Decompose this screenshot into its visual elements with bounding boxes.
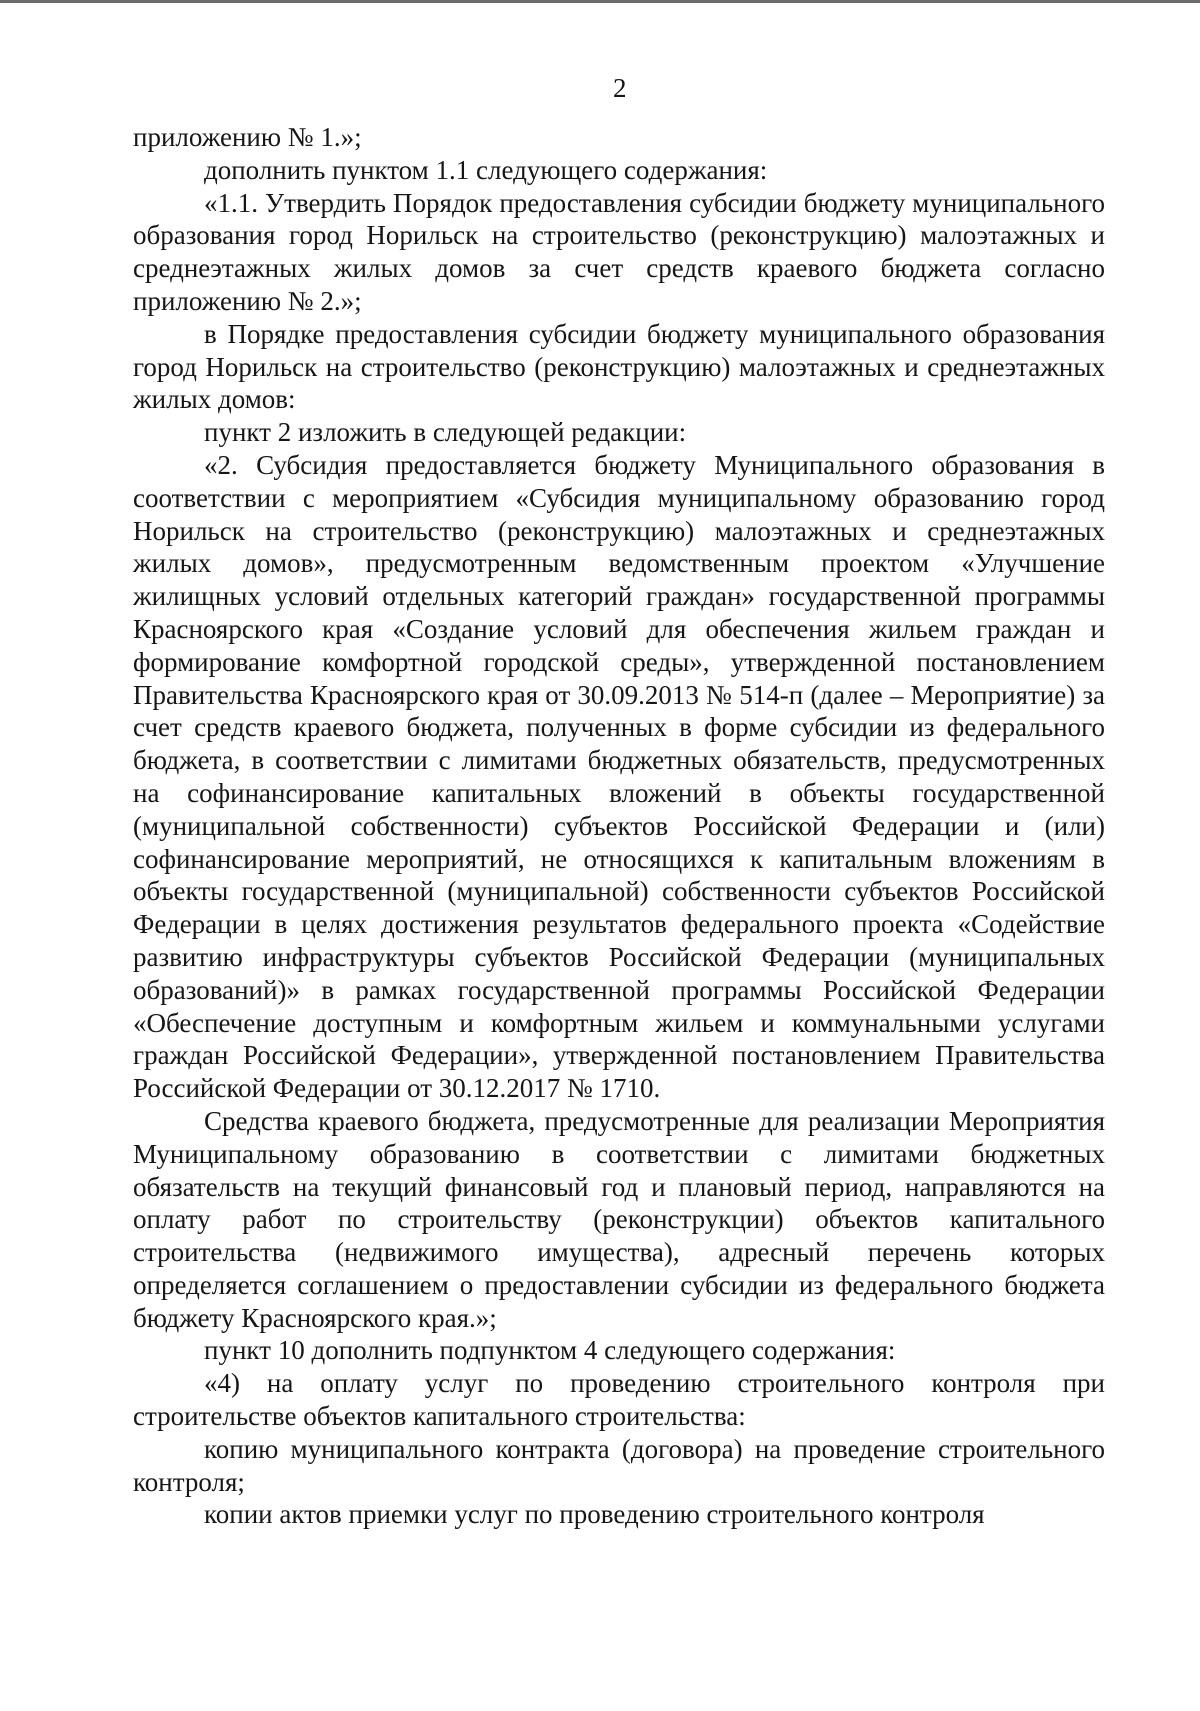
paragraph-regional-funds: Средства краевого бюджета, предусмотренные для реализации Мероприятия Муниципальному образованию в соответствии с лимитами бюджетных обязательств на текущий финансовый год и плановый период, направляются на оплату работ по строительству (реконструкции) объектов капитального строительства (недвижимого имущества), адресный перечень которых определяется соглашением о предоставлении субсидии из федерального бюджета бюджету Красноярского края.»; [133, 1105, 1105, 1333]
paragraph-contract-copy: копию муниципального контракта (договора) на проведение строительного контроля; [133, 1433, 1105, 1497]
paragraph-item-2-text: «2. Субсидия предоставляется бюджету Муниципального образования в соответствии с мероприятием «Субсидия муниципальному образованию город Норильск на строительство (реконструкцию) малоэтажных и среднеэтажных жилых домов», предусмотренным ведомственным проектом «Улучшение жилищных условий отдельных категорий граждан» государственной программы Красноярского края «Создание условий для обеспечения жильем граждан и формирование комфортной городской среды», утвержденной постановлением Правительства Красноярского края от 30.09.2013 № 514-п (далее – Мероприятие) за счет средств краевого бюджета, полученных в форме субсидии из федерального бюджета, в соответствии с лимитами бюджетных обязательств, предусмотренных на софинансирование капитальных вложений в объекты государственной (муниципальной собственности) субъектов Российской Федерации и (или) софинансирование мероприятий, не относящихся к капитальным вложениям в объекты государственной (муниципальной) собственности субъектов Российской Федерации в целях достижения результатов федерального проекта «Содействие развитию инфраструктуры субъектов Российской Федерации (муниципальных образований)» в рамках государственной программы Российской Федерации «Обеспечение доступным и комфортным жильем и коммунальными услугами граждан Российской Федерации», утвержденной постановлением Правительства Российской Федерации от 30.12.2017 № 1710. [133, 449, 1105, 1104]
paragraph-item-10-intro: пункт 10 дополнить подпунктом 4 следующего содержания: [204, 1335, 896, 1366]
page-number: 2 [613, 73, 627, 103]
paragraph-subitem-4: «4) на оплату услуг по проведению строительного контроля при строительстве объектов капитального строительства: [133, 1368, 1105, 1432]
paragraph-procedure-intro: в Порядке предоставления субсидии бюджету муниципального образования город Норильск на строительство (реконструкцию) малоэтажных и среднеэтажных жилых домов: [133, 318, 1105, 415]
paragraph-item-2-intro: пункт 2 изложить в следующей редакции: [204, 417, 687, 448]
paragraph-continuation: приложению № 1.»; [133, 122, 362, 152]
document-body [133, 121, 1105, 1531]
paragraph-clause-1-1: «1.1. Утвердить Порядок предоставления субсидии бюджету муниципального образования город Норильск на строительство (реконструкцию) малоэтажных и среднеэтажных жилых домов за счет средств краевого бюджета согласно приложению № 2.»; [133, 187, 1105, 316]
paragraph-acceptance-acts: копии актов приемки услуг по проведению строительного контроля [204, 1499, 985, 1530]
paragraph-amendment-intro: дополнить пунктом 1.1 следующего содержания: [204, 154, 768, 185]
scan-edge-line [0, 0, 1200, 3]
